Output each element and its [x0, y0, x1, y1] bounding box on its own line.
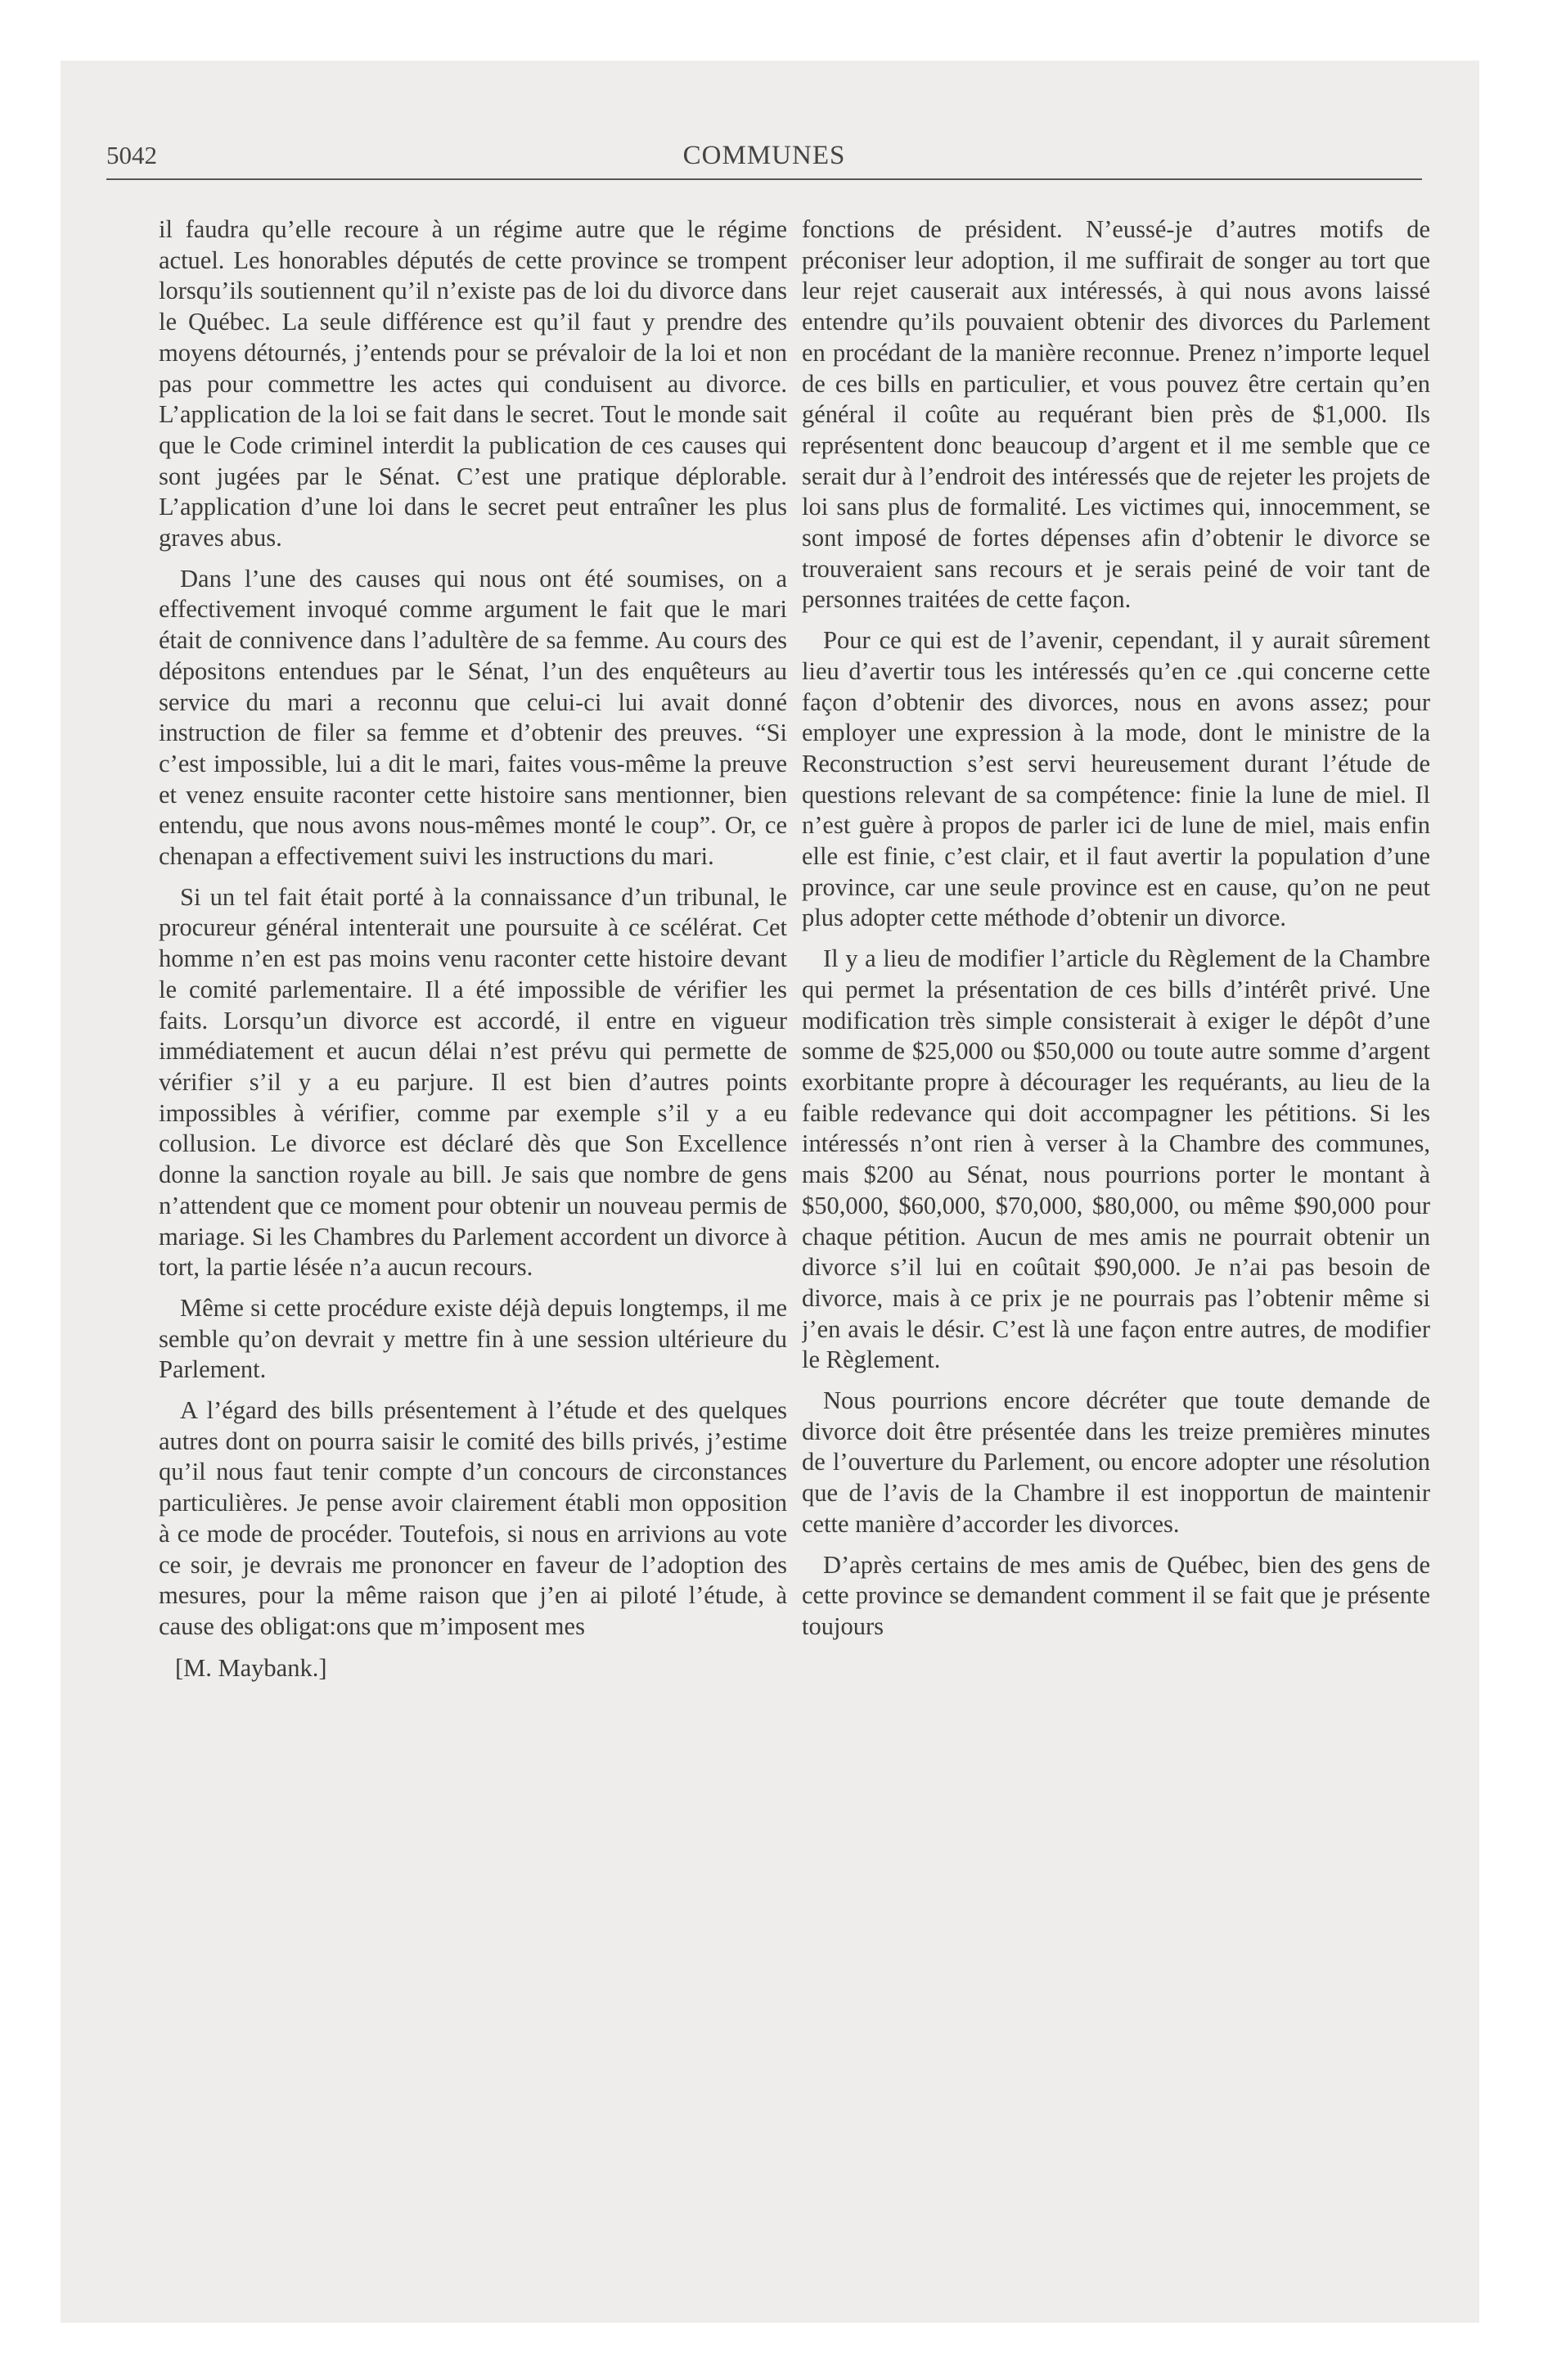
paragraph: A l’égard des bills présentement à l’étude et des quelques autres dont on pourra saisir le comité des bills privés, j’estime qu’il nous faut tenir compte d’un concours de circonstances particulières. Je pense avoir clairement établi mon opposition à ce mode de procéder. Toutefois, si nous en arrivions au vote ce soir, je devrais me prononcer en faveur de l’adoption des mesures, pour la même raison que j’en ai piloté l’étude, à cause des obligat:ons que m’imposent mes: [159, 1396, 787, 1640]
paragraph: Nous pourrions encore décréter que toute demande de divorce doit être présentée dans les treize premières minutes de l’ouverture du Parlement, ou encore adopter une résolution que de l’avis de la Chambre il est inopportun de maintenir cette manière d’accorder les divorces.: [802, 1386, 1430, 1538]
paragraph: Dans l’une des causes qui nous ont été soumises, on a effectivement invoqué comme argument le fait que le mari était de connivence dans l’adultère de sa femme. Au cours des dépositons entendues par le Sénat, l’un des enquêteurs au service du mari a reconnu que celui-ci lui avait donné instruction de filer sa femme et d’obtenir des preuves. “Si c’est impossible, lui a dit le mari, faites vous-même la preuve et venez ensuite raconter cette histoire sans mentionner, bien entendu, que nous avons nous-mêmes monté le coup”. Or, ce chenapan a effectivement suivi les instructions du mari.: [159, 564, 787, 871]
running-head: COMMUNES: [682, 141, 846, 170]
speaker-attribution: [M. Maybank.]: [175, 1653, 327, 1682]
paragraph: Même si cette procédure existe déjà depuis longtemps, il me semble qu’on devrait y mettre fin à une session ultérieure du Parlement.: [159, 1293, 787, 1384]
page-header: [106, 137, 1422, 187]
paragraph: Si un tel fait était porté à la connaissance d’un tribunal, le procureur général intenterait une poursuite à ce scélérat. Cet homme n’en est pas moins venu raconter cette histoire devant le comité parlementaire. Il a été impossible de vérifier les faits. Lorsqu’un divorce est accordé, il entre en vigueur immédiatement et aucun délai n’est prévu qui permette de vérifier s’il y a eu parjure. Il est bien d’autres points impossibles à vérifier, comme par exemple s’il y a eu collusion. Le divorce est déclaré dès que Son Excellence donne la sanction royale au bill. Je sais que nombre de gens n’attendent que ce moment pour obtenir un nouveau permis de mariage. Si les Chambres du Parlement accordent un divorce à tort, la partie lésée n’a aucun recours.: [159, 882, 787, 1282]
paragraph: Il y a lieu de modifier l’article du Règlement de la Chambre qui permet la présentation de ces bills d’intérêt privé. Une modification très simple consisterait à exiger le dépôt d’une somme de $25,000 ou $50,000 ou toute autre somme d’argent exorbitante propre à décourager les requérants, au lieu de la faible redevance qui doit accompagner les pétitions. Si les intéressés n’ont rien à verser à la Chambre des communes, mais $200 au Sénat, nous pourrions porter le montant à $50,000, $60,000, $70,000, $80,000, ou même $90,000 pour chaque pétition. Aucun de mes amis ne pourrait obtenir un divorce s’il lui en coûtait $90,000. Je n’ai pas besoin de divorce, mais à ce prix je ne pourrais pas l’obtenir même si j’en avais le désir. C’est là une façon entre autres, de modifier le Règlement.: [802, 944, 1430, 1374]
page-number: 5042: [106, 141, 157, 169]
paragraph: D’après certains de mes amis de Québec, bien des gens de cette province se demandent comment il se fait que je présente toujours: [802, 1550, 1430, 1640]
paragraph: Pour ce qui est de l’avenir, cependant, il y aurait sûrement lieu d’avertir tous les intéressés qu’en ce .qui concerne cette façon d’obtenir des divorces, nous en avons assez; pour employer une expression à la mode, dont le ministre de la Reconstruction s’est servi heureusement durant l’étude de questions relevant de sa compétence: finie la lune de miel. Il n’est guère à propos de parler ici de lune de miel, mais enfin elle est finie, c’est clair, et il faut avertir la population d’une province, car une seule province est en cause, qu’on ne peut plus adopter cette méthode d’obtenir un divorce.: [802, 626, 1430, 932]
header-rule: [106, 178, 1422, 180]
left-column: [159, 214, 787, 2162]
right-column: [802, 214, 1430, 2162]
paragraph: il faudra qu’elle recoure à un régime autre que le régime actuel. Les honorables députés de cette province se trompent lorsqu’ils soutiennent qu’il n’existe pas de loi du divorce dans le Québec. La seule différence est qu’il faut y prendre des moyens détournés, j’entends pour se prévaloir de la loi et non pas pour commettre les actes qui conduisent au divorce. L’application de la loi se fait dans le secret. Tout le monde sait que le Code criminel interdit la publication de ces causes qui sont jugées par le Sénat. C’est une pratique déplorable. L’application d’une loi dans le secret peut entraîner les plus graves abus.: [159, 215, 787, 552]
paragraph: fonctions de président. N’eussé-je d’autres motifs de préconiser leur adoption, il me suffirait de songer au tort que leur rejet causerait aux intéressés, à qui nous avons laissé entendre qu’ils pouvaient obtenir des divorces du Parlement en procédant de la manière reconnue. Prenez n’importe lequel de ces bills en particulier, et vous pouvez être certain qu’en général il coûte au requérant bien près de $1,000. Ils représentent donc beaucoup d’argent et il me semble que ce serait dur à l’endroit des intéressés que de rejeter les projets de loi sans plus de formalité. Les victimes qui, innocemment, se sont imposé de fortes dépenses afin d’obtenir le divorce se trouveraient sans recours et je serais peiné de voir tant de personnes traitées de cette façon.: [802, 215, 1430, 614]
